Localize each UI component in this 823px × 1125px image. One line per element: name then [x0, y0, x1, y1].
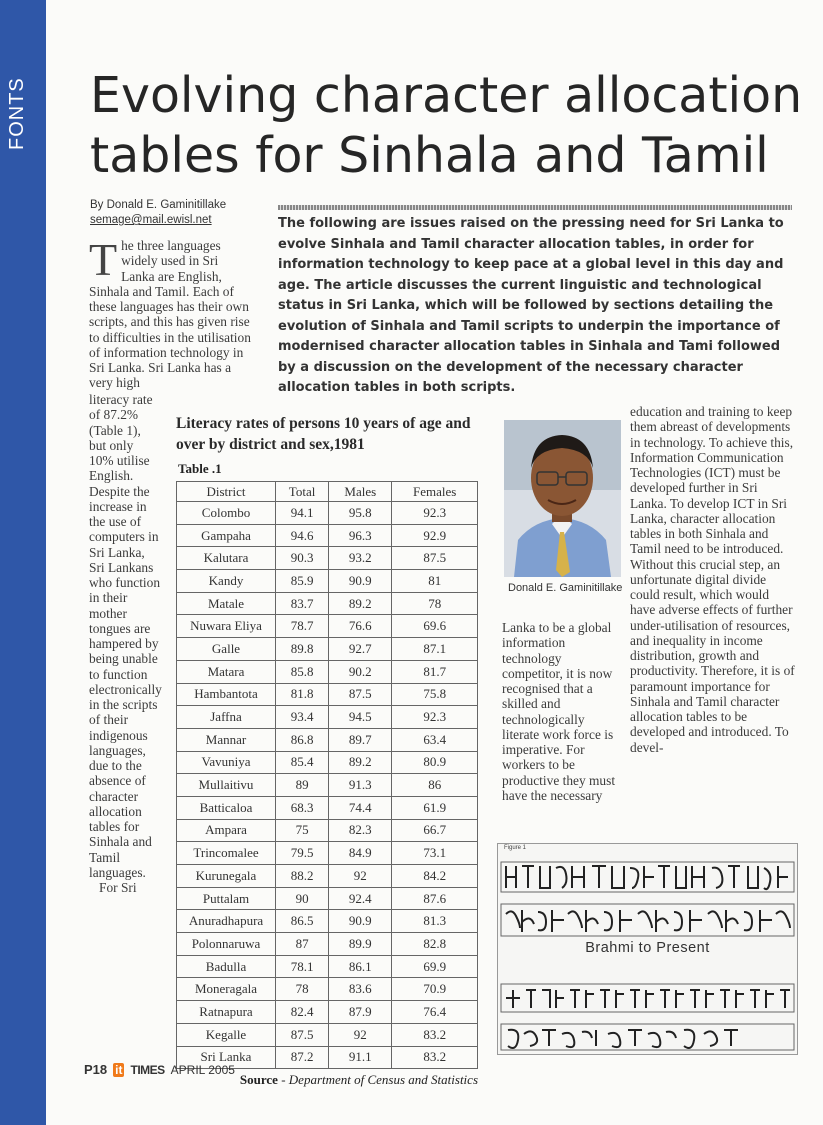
section-tab-label: [6, 116, 29, 150]
table-cell: 93.4: [276, 706, 329, 729]
table-cell: 89.8: [276, 638, 329, 661]
table-cell: 92: [329, 1023, 392, 1046]
source-text: - Department of Census and Statistics: [281, 1072, 478, 1088]
table-row: [177, 933, 478, 956]
table-cell: 82.3: [329, 819, 392, 842]
script-evolution-figure: [497, 843, 798, 1055]
table-cell: 92.3: [392, 502, 478, 525]
table-row: [177, 683, 478, 706]
table-cell: 91.3: [329, 774, 392, 797]
table-cell: Sri Lanka: [177, 1046, 276, 1069]
table-cell: 92.7: [329, 638, 392, 661]
table-caption: Literacy rates of persons 10 years of age and over by district and sex,1981: [176, 415, 471, 453]
table-cell: 82.4: [276, 1001, 329, 1024]
body-column-middle: [502, 620, 616, 803]
table-cell: 90.3: [276, 547, 329, 570]
table-cell: Vavuniya: [177, 751, 276, 774]
table-cell: Mannar: [177, 728, 276, 751]
table-header-row: [177, 482, 478, 502]
table-cell: 83.2: [392, 1046, 478, 1069]
drop-cap: T: [89, 234, 118, 285]
table-header-cell: District: [177, 482, 276, 502]
table-cell: 81.7: [392, 660, 478, 683]
body-text-narrow-end: For Sri: [99, 880, 137, 895]
table-cell: Polonnaruwa: [177, 933, 276, 956]
table-cell: 95.8: [329, 502, 392, 525]
table-cell: 87.1: [392, 638, 478, 661]
table-cell: 89.9: [329, 933, 392, 956]
table-cell: Badulla: [177, 955, 276, 978]
table-cell: 92.9: [392, 524, 478, 547]
table-row: [177, 570, 478, 593]
table-cell: 85.9: [276, 570, 329, 593]
table-cell: Gampaha: [177, 524, 276, 547]
table-cell: 81.8: [276, 683, 329, 706]
table-row: [177, 638, 478, 661]
table-cell: 87.5: [276, 1023, 329, 1046]
body-column-narrow: [89, 392, 161, 895]
table-cell: Moneragala: [177, 978, 276, 1001]
table-row: [177, 728, 478, 751]
table-cell: 92.3: [392, 706, 478, 729]
table-row: [177, 547, 478, 570]
body-text-right: education and training to keep them abreast of developments in technology. To achieve this, Information Communication Technologies (ICT) must be developed further in Sri Lanka. To develop ICT in Sri Lanka, character allocation tables in both Sinhala and Tamil need to be introduced. Without this crucial step, an unfortunate digital divide could result, which would have adverse effects of further under-utilisation of resources, and inequality in income distribution, growth and productivity. Therefore, it is of paramount importance for Sinhala and Tamil character allocation tables to be developed and introduced. To devel-: [630, 404, 795, 755]
table-cell: 61.9: [392, 796, 478, 819]
table-cell: 70.9: [392, 978, 478, 1001]
page-footer: [84, 1062, 235, 1077]
table-cell: Ampara: [177, 819, 276, 842]
table-cell: Mullaitivu: [177, 774, 276, 797]
table-cell: 87.5: [329, 683, 392, 706]
table-cell: 85.8: [276, 660, 329, 683]
body-column-left: [89, 234, 251, 391]
table-cell: 86.1: [329, 955, 392, 978]
table-row: [177, 615, 478, 638]
standfirst-rule: [278, 205, 792, 210]
table-cell: Trincomalee: [177, 842, 276, 865]
body-text-narrow: literacy rate of 87.2% (Table 1), but only 10% utilise English. Despite the increase in the use of computers in Sri Lanka, Sri Lankans who function in their mother tongues are hampered by being unable to function electronically in the scripts of their indigenous languages, due to the absence of character allocation tables for Sinhala and Tamil languages.: [89, 392, 162, 880]
table-cell: Galle: [177, 638, 276, 661]
table-cell: 87: [276, 933, 329, 956]
table-cell: Anuradhapura: [177, 910, 276, 933]
table-row: [177, 1001, 478, 1024]
body-text-middle: Lanka to be a global information technology competitor, it is now recognised that a skilled and technologically literate work force is imperative. For workers to be productive they must have the necessary: [502, 620, 616, 803]
table-cell: 75: [276, 819, 329, 842]
figure-caption: Brahmi to Present: [585, 940, 710, 956]
table-cell: 86: [392, 774, 478, 797]
table-row: [177, 660, 478, 683]
magazine-logo-it: it: [115, 1062, 123, 1077]
table-cell: Puttalam: [177, 887, 276, 910]
table-row: [177, 910, 478, 933]
table-row: [177, 842, 478, 865]
table-row: [177, 706, 478, 729]
table-cell: 78.1: [276, 955, 329, 978]
table-cell: 79.5: [276, 842, 329, 865]
table-cell: 74.4: [329, 796, 392, 819]
author-photo: [504, 420, 621, 577]
figure-label: Figure 1: [504, 845, 527, 851]
table-row: [177, 955, 478, 978]
table-cell: 66.7: [392, 819, 478, 842]
literacy-table-block: [176, 413, 482, 1088]
issue-date: APRIL 2005: [170, 1062, 235, 1077]
table-cell: 87.9: [329, 1001, 392, 1024]
table-cell: Jaffna: [177, 706, 276, 729]
table-row: [177, 865, 478, 888]
table-cell: 90.2: [329, 660, 392, 683]
table-row: [177, 502, 478, 525]
table-cell: 83.7: [276, 592, 329, 615]
table-cell: Kurunegala: [177, 865, 276, 888]
table-cell: 80.9: [392, 751, 478, 774]
table-cell: 69.9: [392, 955, 478, 978]
table-cell: 92: [329, 865, 392, 888]
table-cell: 83.6: [329, 978, 392, 1001]
table-cell: 75.8: [392, 683, 478, 706]
table-row: [177, 774, 478, 797]
table-cell: 81.3: [392, 910, 478, 933]
table-cell: 83.2: [392, 1023, 478, 1046]
table-cell: 78.7: [276, 615, 329, 638]
table-cell: 92.4: [329, 887, 392, 910]
table-cell: Batticaloa: [177, 796, 276, 819]
byline: [90, 198, 226, 228]
table-cell: 96.3: [329, 524, 392, 547]
table-row: [177, 819, 478, 842]
table-cell: Kegalle: [177, 1023, 276, 1046]
table-row: [177, 524, 478, 547]
literacy-table: [176, 481, 478, 1069]
table-cell: 73.1: [392, 842, 478, 865]
table-cell: 94.5: [329, 706, 392, 729]
table-row: [177, 887, 478, 910]
table-row: [177, 751, 478, 774]
table-cell: 84.9: [329, 842, 392, 865]
table-cell: 76.6: [329, 615, 392, 638]
table-cell: 87.2: [276, 1046, 329, 1069]
section-band: [0, 0, 46, 1125]
standfirst: The following are issues raised on the pressing need for Sri Lanka to evolve Sinhala and Tamil character allocation tables, in order for information technology to keep pace at a global level in this day and age. The article discusses the current linguistic and technological status in Sri Lanka, which will be followed by sections detailing the evolution of Sinhala and Tamil scripts to underpin the importance of modernised character allocation tables in Sinhala and Tami followed by a discussion on the development of the necessary character allocation tables in both scripts.: [278, 216, 784, 395]
author-name: By Donald E. Gaminitillake: [90, 199, 227, 211]
author-email-link[interactable]: semage@mail.ewisl.net: [90, 214, 212, 226]
table-cell: Colombo: [177, 502, 276, 525]
table-cell: Matale: [177, 592, 276, 615]
table-cell: 68.3: [276, 796, 329, 819]
article-title: Evolving character allocation tables for Sinhala and Tamil: [90, 67, 803, 184]
source-label: Source: [239, 1072, 278, 1088]
table-cell: Nuwara Eliya: [177, 615, 276, 638]
page-number: P18: [84, 1062, 108, 1077]
table-cell: 89.2: [329, 592, 392, 615]
table-row: [177, 1023, 478, 1046]
body-text-intro: he three languages widely used in Sri Lanka are English, Sinhala and Tamil. Each of these languages has their own scripts, and this has given rise to difficulties in the utilisation of information technology in Sri Lanka. Sri Lanka has a very high: [89, 238, 251, 391]
table-cell: 82.8: [392, 933, 478, 956]
table-cell: 86.5: [276, 910, 329, 933]
table-cell: 94.6: [276, 524, 329, 547]
table-row: [177, 978, 478, 1001]
table-cell: 86.8: [276, 728, 329, 751]
photo-caption: Donald E. Gaminitillake: [508, 582, 623, 594]
table-cell: 69.6: [392, 615, 478, 638]
table-cell: 63.4: [392, 728, 478, 751]
table-cell: 89.7: [329, 728, 392, 751]
table-cell: 93.2: [329, 547, 392, 570]
table-cell: 85.4: [276, 751, 329, 774]
table-cell: 87.5: [392, 547, 478, 570]
table-cell: 91.1: [329, 1046, 392, 1069]
table-label: Table .1: [178, 461, 222, 476]
table-cell: Hambantota: [177, 683, 276, 706]
table-cell: 88.2: [276, 865, 329, 888]
body-column-right: [630, 404, 795, 755]
table-row: [177, 796, 478, 819]
table-cell: 89.2: [329, 751, 392, 774]
table-header-cell: Males: [329, 482, 392, 502]
table-cell: Matara: [177, 660, 276, 683]
table-cell: 90: [276, 887, 329, 910]
table-cell: 78: [276, 978, 329, 1001]
table-row: [177, 592, 478, 615]
magazine-logo-times: TIMES: [130, 1062, 165, 1077]
table-header-cell: Females: [392, 482, 478, 502]
table-cell: Ratnapura: [177, 1001, 276, 1024]
table-cell: 89: [276, 774, 329, 797]
table-cell: 81: [392, 570, 478, 593]
table-header-cell: Total: [276, 482, 329, 502]
table-cell: Kalutara: [177, 547, 276, 570]
table-cell: 76.4: [392, 1001, 478, 1024]
table-cell: 87.6: [392, 887, 478, 910]
table-cell: 84.2: [392, 865, 478, 888]
table-cell: 78: [392, 592, 478, 615]
table-cell: Kandy: [177, 570, 276, 593]
table-cell: 94.1: [276, 502, 329, 525]
table-cell: 90.9: [329, 910, 392, 933]
table-cell: 90.9: [329, 570, 392, 593]
